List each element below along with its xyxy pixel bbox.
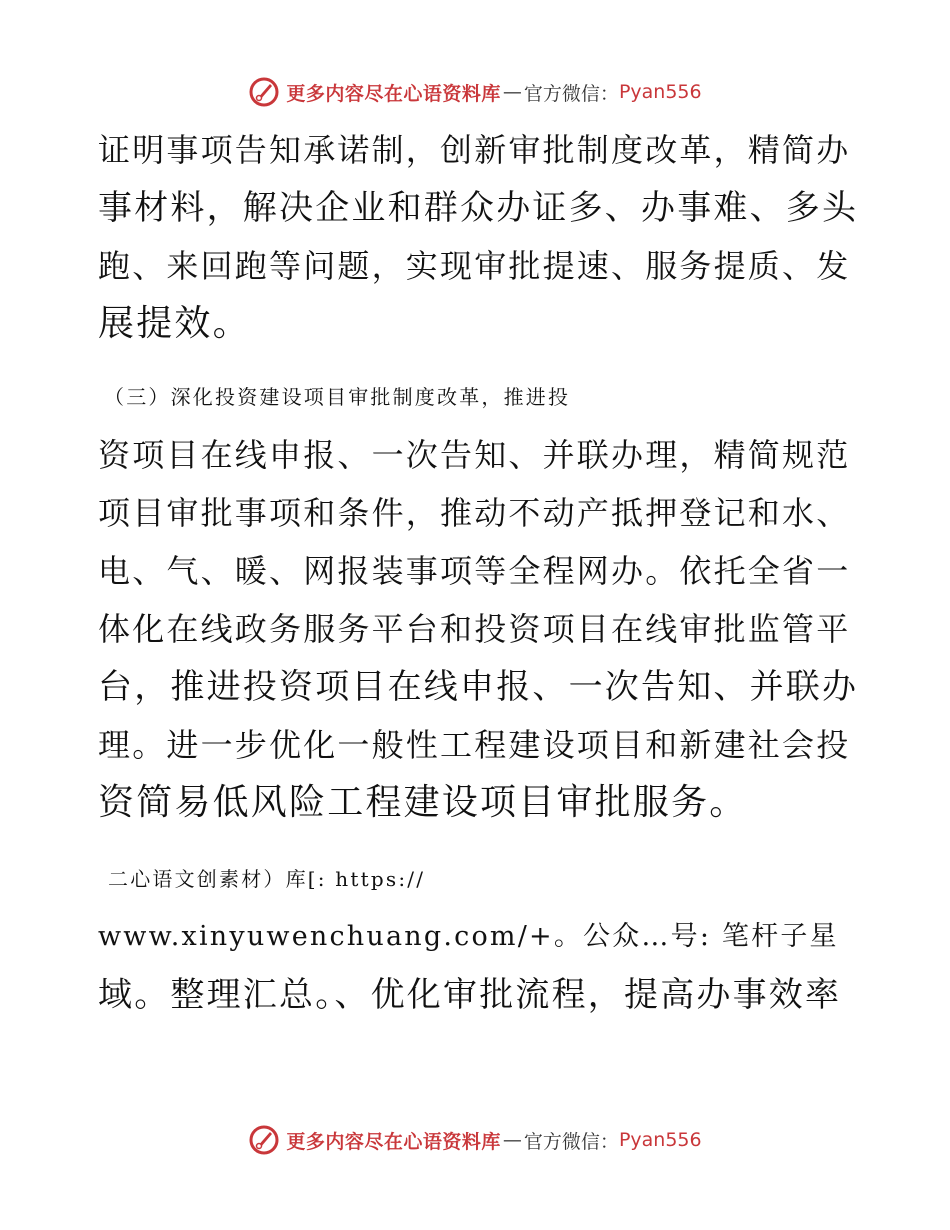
header-watermark	[0, 72, 950, 112]
watermark-dash: —	[502, 1129, 522, 1151]
text-line: 理。进一步优化一般性工程建设项目和新建社会投	[98, 726, 851, 764]
section-heading-line: （三）深化投资建设项目审批制度改革，推进投	[104, 385, 571, 409]
feather-pen-logo-icon	[248, 76, 280, 108]
text-line: 台，推进投资项目在线申报、一次告知、并联办	[98, 667, 859, 707]
footer-watermark	[0, 1120, 950, 1160]
watermark-contact-label: 官方微信：	[523, 1130, 619, 1153]
text-line: 域。整理汇总。、优化审批流程，提高办事效率	[98, 975, 842, 1015]
text-line: 电、气、暖、网报装事项等全程网办。依托全省一	[98, 552, 851, 590]
watermark-dash: —	[502, 81, 522, 103]
source-line: 二心语文创素材）库[: https://	[108, 867, 426, 891]
feather-pen-logo-icon	[248, 1124, 280, 1156]
watermark-text: 更多内容尽在心语资料库	[286, 1130, 501, 1153]
text-line: 资项目在线申报、一次告知、并联办理，精简规范	[98, 436, 851, 474]
source-url-line: www.xinyuwenchuang.com/+。公众…号: 笔杆子星	[98, 921, 839, 952]
text-line: 证明事项告知承诺制，创新审批制度改革，精简办	[98, 131, 851, 169]
watermark-wechat-id: Pyan556	[618, 1129, 702, 1151]
text-line: 资简易低风险工程建设项目审批服务。	[98, 782, 748, 823]
watermark-text: 更多内容尽在心语资料库	[286, 82, 501, 105]
text-line: 事材料，解决企业和群众办证多、办事难、多头	[98, 188, 859, 228]
watermark-wechat-id: Pyan556	[618, 81, 702, 103]
watermark-contact-label: 官方微信：	[523, 82, 619, 105]
text-line: 项目审批事项和条件，推动不动产抵押登记和水、	[98, 494, 851, 532]
text-line: 展提效。	[98, 303, 251, 344]
text-line: 体化在线政务服务平台和投资项目在线审批监管平	[98, 610, 851, 648]
text-line: 跑、来回跑等问题，实现审批提速、服务提质、发	[98, 247, 851, 285]
